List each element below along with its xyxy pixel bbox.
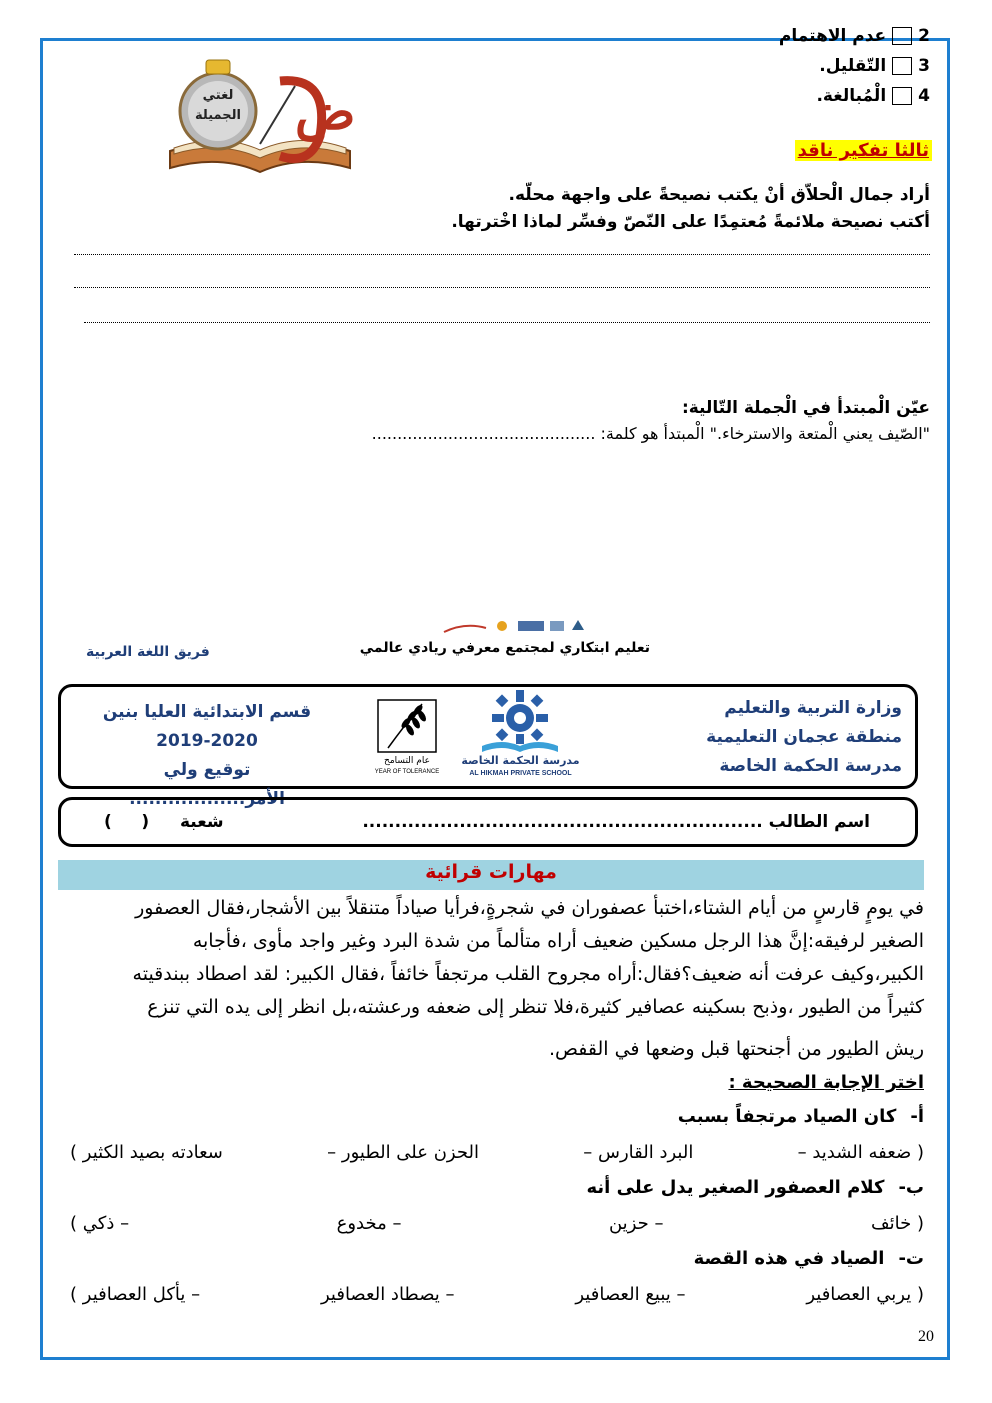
school-line: مدرسة الحكمة الخاصة [719, 756, 902, 776]
year-line: 2019-2020 [156, 731, 258, 751]
checkbox[interactable] [892, 27, 912, 45]
answer-option[interactable]: – يأكل العصافير ) [70, 1284, 201, 1305]
reading-line: ريش الطيور من أجنحتها قبل وضعها في القفص. [548, 1038, 924, 1060]
tolerance-ar: عام التسامح [384, 756, 430, 766]
subject-question-heading: عيّن الْمبتدأ في الْجملة التّالية: [681, 398, 930, 418]
school-logo-en: AL HIKMAH PRIVATE SCHOOL [469, 770, 572, 777]
option-text: التّقليل. [819, 56, 887, 76]
question-c [694, 1248, 924, 1269]
answer-option[interactable]: ( يربي العصافير [806, 1284, 924, 1305]
page-number: 20 [918, 1328, 934, 1345]
parent-signature-line[interactable]: توقيع ولي الأمر.................. [129, 760, 285, 809]
reading-line: الكبير،وكيف عرفت أنه ضعيف؟فقال:أراه مجروح القلب مرتجفاً خائفاً ،فقال الكبير: لقد اصطاد ببندقيته [132, 963, 924, 985]
option-2[interactable] [779, 26, 930, 46]
ministry-block [706, 694, 902, 781]
reading-line: الصغير لرفيقه:إنَّ هذا الرجل مسكين ضعيف أراه متألماً من شدة البرد وغير واجد مأوى ،فأجابه [192, 930, 924, 952]
reading-line: كثيراً من الطيور ،وذبح بسكينه عصافير كثيرة،فلا تنظر إلى ضعفه ورعشته،بل انظر إلى يده التي تنزع [147, 996, 924, 1018]
answer-option[interactable]: ( ضعفه الشديد – [797, 1142, 924, 1163]
tolerance-en: YEAR OF TOLERANCE [374, 769, 440, 775]
option-text: عدم الاهتمام [778, 26, 887, 46]
question-text: كان الصياد مرتجفاً بسبب [677, 1106, 897, 1127]
wheat-icon [374, 696, 440, 754]
subject-question-sentence: "الصّيف يعني الْمتعة والاسترخاء." الْمبتدأ هو كلمة: ............................................ [371, 424, 930, 443]
answer-option[interactable]: – مخدوع [336, 1213, 402, 1234]
answer-option[interactable]: – ذكي ) [70, 1213, 130, 1234]
reading-line: في يومٍ قارسٍ من أيام الشتاء،اختبأ عصفوران في شجرةٍ،فرأيا صياداً متنقلاً بين الأشجار،فقال العصفور [135, 897, 924, 919]
partner-logos-icon [440, 618, 590, 636]
answer-option[interactable]: الحزن على الطيور – [327, 1142, 479, 1163]
answers-b [70, 1213, 924, 1234]
answer-option[interactable]: – حزين [608, 1213, 664, 1234]
answers-c [70, 1284, 924, 1305]
answer-line[interactable] [74, 287, 930, 288]
question-text: الصياد في هذه القصة [693, 1248, 885, 1269]
option-number: 2 [918, 26, 930, 46]
checkbox[interactable] [892, 57, 912, 75]
answer-line[interactable] [74, 254, 930, 255]
question-a [678, 1106, 924, 1127]
option-number: 3 [918, 56, 930, 76]
logo-letter: ض [295, 82, 356, 141]
answer-option[interactable]: – يصطاد العصافير [320, 1284, 455, 1305]
option-4[interactable] [816, 86, 930, 106]
logo-line-2: الجميلة [195, 108, 241, 123]
answer-option[interactable]: – يبيع العصافير [575, 1284, 686, 1305]
zone-line: منطقة عجمان التعليمية [706, 727, 902, 747]
school-logo [458, 688, 583, 784]
section-field[interactable]: ( ) [104, 812, 150, 832]
critical-thinking-line-2: أكتب نصيحة ملائمةً مُعتمِدًا على النّصّ وفسِّر لماذا اخْترتها. [451, 212, 930, 232]
logo-line-1: لغتي [202, 88, 234, 103]
question-letter: ت- [898, 1248, 924, 1269]
reading-banner-title: مهارات قرائية [425, 861, 557, 883]
tolerance-logo [374, 696, 440, 780]
partner-logos [440, 618, 590, 636]
mcq-instruction: اختر الإجابة الصحيحة : [728, 1072, 924, 1093]
option-text: الْمُبالغة. [816, 86, 887, 106]
answer-line[interactable] [84, 322, 930, 323]
answers-a [70, 1142, 924, 1163]
school-emblem-icon [458, 688, 583, 756]
critical-thinking-line-1: أراد جمال الْحلاّق أنْ يكتب نصيحةً على واجهة محلّه. [508, 185, 930, 205]
question-b [587, 1177, 925, 1198]
question-letter: أ- [910, 1106, 924, 1127]
answer-option[interactable]: البرد القارس – [583, 1142, 694, 1163]
motto: تعليم ابتكاري لمجتمع معرفي ريادي عالمي [359, 640, 650, 656]
question-text: كلام العصفور الصغير يدل على أنه [586, 1177, 885, 1198]
team-label: فريق اللغة العربية [86, 644, 210, 660]
lughati-logo [160, 56, 360, 186]
student-name-field[interactable]: اسم الطالب .............................................................. [362, 812, 870, 832]
ministry-line: وزارة التربية والتعليم [724, 698, 902, 718]
department-line: قسم الابتدائية العليا بنين [102, 702, 312, 722]
section-label: شعبة [180, 812, 224, 832]
critical-thinking-title: ثالثا تفكير ناقد [795, 140, 932, 161]
question-letter: ب- [898, 1177, 924, 1198]
option-number: 4 [918, 86, 930, 106]
answer-option[interactable]: سعادته بصيد الكثير ) [70, 1142, 223, 1163]
school-logo-ar: مدرسة الحكمة الخاصة [461, 754, 580, 767]
option-3[interactable] [819, 56, 930, 76]
answer-option[interactable]: ( خائف [871, 1213, 924, 1234]
checkbox[interactable] [892, 87, 912, 105]
